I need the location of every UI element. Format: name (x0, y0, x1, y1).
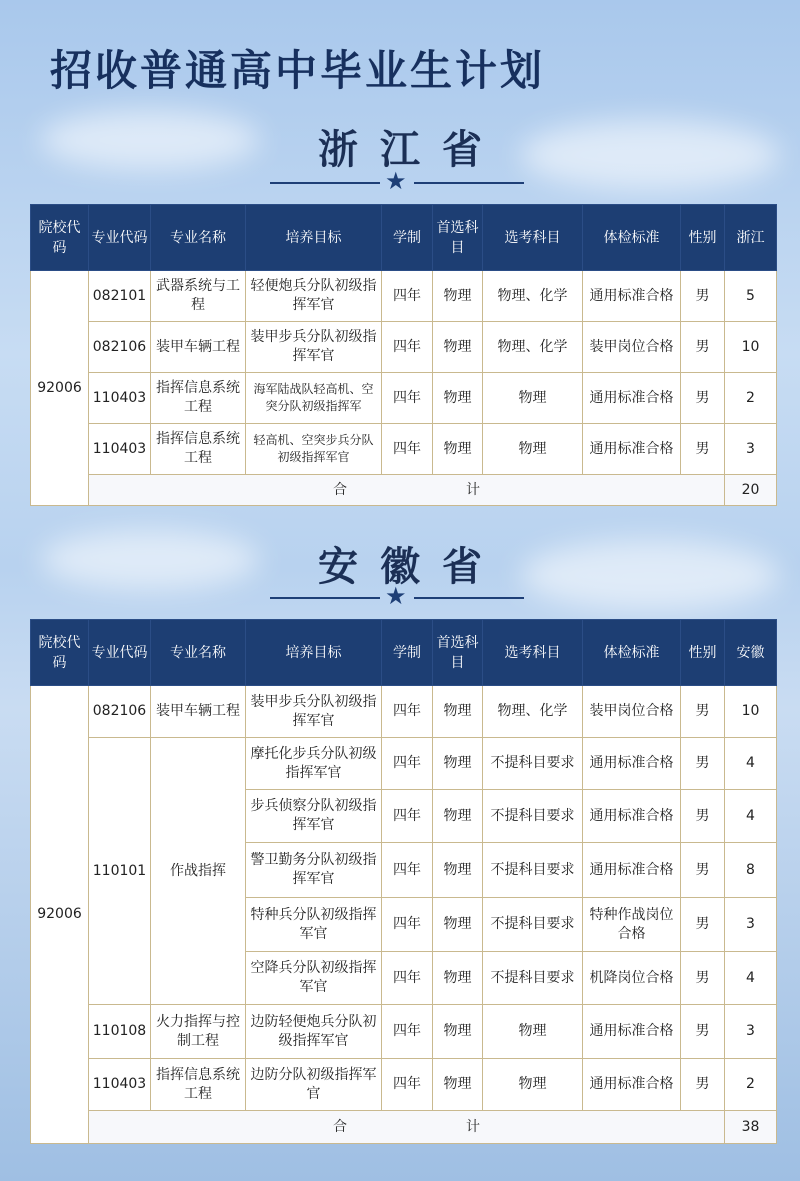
page-title: 招收普通高中毕业生计划 (50, 46, 546, 95)
exam-standard: 机降岗位合格 (583, 952, 681, 1005)
years: 四年 (382, 790, 433, 843)
total-label-ji: 计 (465, 481, 480, 498)
major-code: 110403 (89, 373, 151, 424)
years: 四年 (382, 843, 433, 898)
first-subject: 物理 (433, 686, 483, 738)
count: 8 (725, 843, 777, 898)
table-row (31, 686, 777, 738)
title-divider (270, 582, 524, 610)
table-row (31, 271, 777, 322)
school-code-cell: 92006 (31, 271, 89, 506)
header-major-name: 专业名称 (151, 620, 246, 686)
total-label-he: 合 (333, 1118, 348, 1135)
major-name: 装甲车辆工程 (151, 686, 246, 738)
gender: 男 (681, 1059, 725, 1111)
count: 4 (725, 738, 777, 790)
table-row (31, 322, 777, 373)
count: 3 (725, 424, 777, 475)
province-title-zhejiang: 浙江省 (318, 126, 504, 173)
exam-standard: 通用标准合格 (583, 1059, 681, 1111)
major-name: 武器系统与工程 (151, 271, 246, 322)
plan-table-zhejiang (30, 204, 777, 506)
total-label-he: 合 (333, 481, 348, 498)
years: 四年 (382, 738, 433, 790)
header-gender: 性别 (681, 205, 725, 271)
total-label-ji: 计 (465, 1118, 480, 1135)
years: 四年 (382, 686, 433, 738)
header-first-subject: 首选科目 (433, 205, 483, 271)
elective: 不提科目要求 (483, 898, 583, 952)
major-name: 指挥信息系统工程 (151, 424, 246, 475)
header-province-count: 安徽 (725, 620, 777, 686)
first-subject: 物理 (433, 790, 483, 843)
gender: 男 (681, 686, 725, 738)
header-elective: 选考科目 (483, 620, 583, 686)
count: 3 (725, 1005, 777, 1059)
major-code: 110101 (89, 738, 151, 1005)
exam-standard: 装甲岗位合格 (583, 686, 681, 738)
training-target: 海军陆战队轻高机、空突分队初级指挥军 (246, 373, 382, 424)
header-major-code: 专业代码 (89, 620, 151, 686)
count: 10 (725, 686, 777, 738)
first-subject: 物理 (433, 424, 483, 475)
exam-standard: 通用标准合格 (583, 843, 681, 898)
title-divider (270, 167, 524, 195)
header-first-subject: 首选科目 (433, 620, 483, 686)
training-target: 装甲步兵分队初级指挥军官 (246, 322, 382, 373)
total-row (31, 475, 777, 506)
elective: 物理、化学 (483, 271, 583, 322)
first-subject: 物理 (433, 843, 483, 898)
count: 4 (725, 952, 777, 1005)
first-subject: 物理 (433, 322, 483, 373)
header-school-code: 院校代码 (31, 205, 89, 271)
elective: 不提科目要求 (483, 952, 583, 1005)
header-major-code: 专业代码 (89, 205, 151, 271)
gender: 男 (681, 373, 725, 424)
header-exam-standard: 体检标准 (583, 205, 681, 271)
training-target: 轻便炮兵分队初级指挥军官 (246, 271, 382, 322)
training-target: 轻高机、空突步兵分队初级指挥军官 (246, 424, 382, 475)
major-code: 110403 (89, 424, 151, 475)
gender: 男 (681, 322, 725, 373)
exam-standard: 装甲岗位合格 (583, 322, 681, 373)
training-target: 步兵侦察分队初级指挥军官 (246, 790, 382, 843)
years: 四年 (382, 424, 433, 475)
elective: 物理 (483, 373, 583, 424)
table-row (31, 738, 777, 790)
table-row (31, 1005, 777, 1059)
major-code: 082106 (89, 686, 151, 738)
province-title-anhui: 安徽省 (318, 543, 504, 590)
training-target: 摩托化步兵分队初级指挥军官 (246, 738, 382, 790)
star-icon: ★ (385, 167, 407, 195)
first-subject: 物理 (433, 898, 483, 952)
gender: 男 (681, 898, 725, 952)
table-row (31, 373, 777, 424)
gender: 男 (681, 843, 725, 898)
table-row (31, 424, 777, 475)
elective: 不提科目要求 (483, 790, 583, 843)
elective: 不提科目要求 (483, 843, 583, 898)
header-training-target: 培养目标 (246, 205, 382, 271)
major-name: 指挥信息系统工程 (151, 1059, 246, 1111)
header-province-count: 浙江 (725, 205, 777, 271)
exam-standard: 通用标准合格 (583, 790, 681, 843)
count: 2 (725, 373, 777, 424)
exam-standard: 通用标准合格 (583, 271, 681, 322)
first-subject: 物理 (433, 952, 483, 1005)
first-subject: 物理 (433, 738, 483, 790)
major-name: 作战指挥 (151, 738, 246, 1005)
first-subject: 物理 (433, 271, 483, 322)
school-code-cell: 92006 (31, 686, 89, 1144)
table-header-row (31, 205, 777, 271)
elective: 物理 (483, 1005, 583, 1059)
training-target: 边防轻便炮兵分队初级指挥军官 (246, 1005, 382, 1059)
years: 四年 (382, 898, 433, 952)
header-years: 学制 (382, 620, 433, 686)
major-code: 110108 (89, 1005, 151, 1059)
total-label (89, 1111, 725, 1144)
total-count: 38 (725, 1111, 777, 1144)
elective: 不提科目要求 (483, 738, 583, 790)
major-name: 火力指挥与控制工程 (151, 1005, 246, 1059)
major-name: 指挥信息系统工程 (151, 373, 246, 424)
exam-standard: 通用标准合格 (583, 1005, 681, 1059)
training-target: 特种兵分队初级指挥军官 (246, 898, 382, 952)
header-gender: 性别 (681, 620, 725, 686)
training-target: 装甲步兵分队初级指挥军官 (246, 686, 382, 738)
exam-standard: 通用标准合格 (583, 373, 681, 424)
exam-standard: 通用标准合格 (583, 738, 681, 790)
count: 3 (725, 898, 777, 952)
gender: 男 (681, 952, 725, 1005)
header-school-code: 院校代码 (31, 620, 89, 686)
elective: 物理 (483, 424, 583, 475)
header-training-target: 培养目标 (246, 620, 382, 686)
table-row (31, 1059, 777, 1111)
count: 4 (725, 790, 777, 843)
major-code: 082101 (89, 271, 151, 322)
count: 2 (725, 1059, 777, 1111)
years: 四年 (382, 952, 433, 1005)
training-target: 空降兵分队初级指挥军官 (246, 952, 382, 1005)
gender: 男 (681, 271, 725, 322)
gender: 男 (681, 424, 725, 475)
header-major-name: 专业名称 (151, 205, 246, 271)
major-code: 082106 (89, 322, 151, 373)
first-subject: 物理 (433, 1005, 483, 1059)
gender: 男 (681, 790, 725, 843)
years: 四年 (382, 322, 433, 373)
training-target: 警卫勤务分队初级指挥军官 (246, 843, 382, 898)
years: 四年 (382, 373, 433, 424)
header-years: 学制 (382, 205, 433, 271)
exam-standard: 特种作战岗位合格 (583, 898, 681, 952)
training-target: 边防分队初级指挥军官 (246, 1059, 382, 1111)
elective: 物理、化学 (483, 322, 583, 373)
years: 四年 (382, 271, 433, 322)
gender: 男 (681, 738, 725, 790)
elective: 物理 (483, 1059, 583, 1111)
header-exam-standard: 体检标准 (583, 620, 681, 686)
years: 四年 (382, 1059, 433, 1111)
years: 四年 (382, 1005, 433, 1059)
star-icon: ★ (385, 582, 407, 610)
gender: 男 (681, 1005, 725, 1059)
count: 5 (725, 271, 777, 322)
first-subject: 物理 (433, 373, 483, 424)
plan-table-anhui (30, 619, 777, 1144)
total-row (31, 1111, 777, 1144)
exam-standard: 通用标准合格 (583, 424, 681, 475)
header-elective: 选考科目 (483, 205, 583, 271)
first-subject: 物理 (433, 1059, 483, 1111)
major-name: 装甲车辆工程 (151, 322, 246, 373)
total-count: 20 (725, 475, 777, 506)
count: 10 (725, 322, 777, 373)
total-label (89, 475, 725, 506)
elective: 物理、化学 (483, 686, 583, 738)
major-code: 110403 (89, 1059, 151, 1111)
table-header-row (31, 620, 777, 686)
